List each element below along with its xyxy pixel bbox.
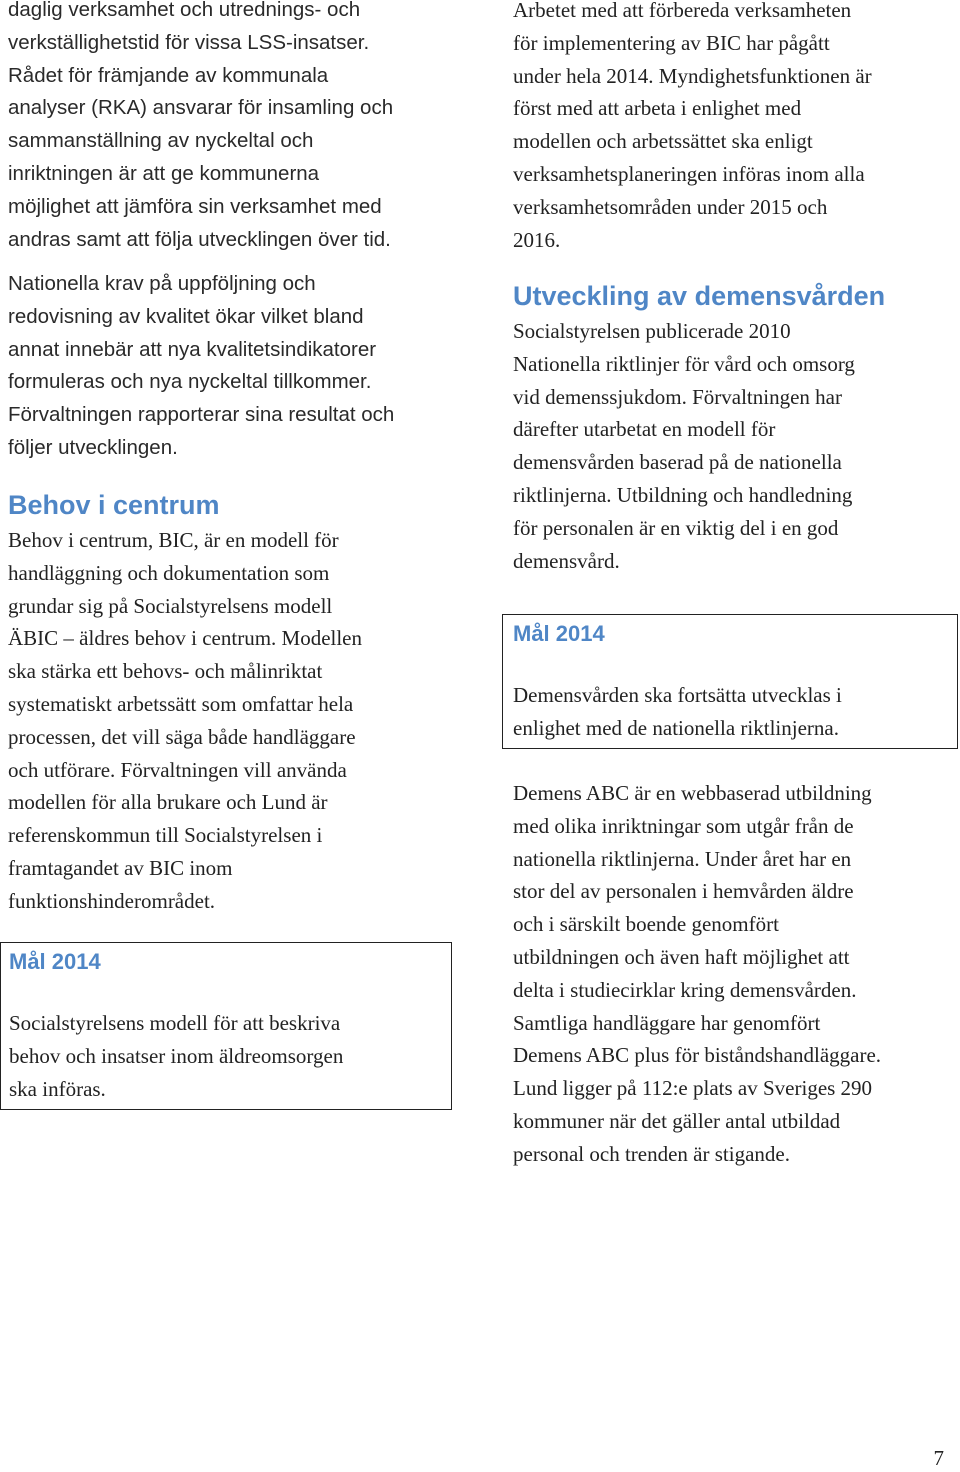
goal-box-heading: Mål 2014 (513, 621, 605, 646)
text-line: 2016. (513, 227, 561, 252)
text-line: och i särskilt boende genomfört (513, 912, 779, 937)
text-line: stor del av personalen i hemvården äldre (513, 879, 854, 904)
text-line: processen, det vill säga både handläggare (8, 724, 356, 749)
text-line: kommuner när det gäller antal utbildad (513, 1108, 841, 1133)
text-line: Arbetet med att förbereda verksamheten (513, 0, 852, 22)
text-line: demensvård. (513, 548, 620, 573)
text-line: följer utvecklingen. (8, 435, 178, 459)
section-heading-dementia-care: Utveckling av demensvården (513, 281, 886, 311)
national-requirements-paragraph (8, 268, 394, 465)
text-line: Samtliga handläggare har genomfört (513, 1010, 821, 1035)
text-line: Rådet för främjande av kommunala (8, 63, 329, 87)
text-line: riktlinjerna. Utbildning och handledning (513, 482, 853, 507)
text-line: framtagandet av BIC inom (8, 855, 233, 880)
text-line: grundar sig på Socialstyrelsens modell (8, 593, 333, 618)
demens-abc-paragraph (513, 777, 881, 1171)
text-line: modellen för alla brukare och Lund är (8, 790, 328, 815)
text-line: nationella riktlinjerna. Under året har en (513, 846, 852, 871)
text-line: sammanställning av nyckeltal och (8, 129, 314, 153)
goal-box-text (9, 1007, 343, 1105)
text-line: först med att arbeta i enlighet med (513, 96, 802, 121)
text-line: Nationella riktlinjer för vård och omsorg (513, 351, 855, 376)
section-heading-behov-i-centrum: Behov i centrum (8, 490, 220, 520)
text-line: och utförare. Förvaltningen vill använda (8, 757, 347, 782)
text-line: inriktningen är att ge kommunerna (8, 161, 320, 185)
text-line: ÄBIC – äldres behov i centrum. Modellen (8, 626, 363, 651)
text-line: daglig verksamhet och utrednings- och (8, 0, 361, 21)
text-line: personal och trenden är stigande. (513, 1141, 790, 1166)
text-line: för implementering av BIC har pågått (513, 30, 830, 55)
text-line: ska stärka ett behovs- och målinriktat (8, 659, 323, 684)
text-line: vid demenssjukdom. Förvaltningen har (513, 384, 842, 409)
text-line: utbildningen och även haft möjlighet att (513, 944, 850, 969)
text-line: Demensvården ska fortsätta utvecklas i (513, 683, 842, 707)
goal-box-dementia (502, 614, 958, 749)
goal-box-heading: Mål 2014 (9, 949, 101, 974)
text-line: Nationella krav på uppföljning och (8, 272, 316, 295)
text-line: modellen och arbetssättet ska enligt (513, 129, 813, 154)
text-line: delta i studiecirklar kring demensvården. (513, 977, 857, 1002)
text-line: Demens ABC plus för biståndshandläggare. (513, 1043, 882, 1068)
text-line: verksamhetsplaneringen införas inom alla (513, 161, 865, 186)
text-line: formuleras och nya nyckeltal tillkommer. (8, 370, 372, 394)
goal-box-bic (0, 942, 452, 1110)
page-number: 7 (933, 1446, 944, 1470)
dementia-paragraph (513, 315, 855, 577)
text-line: handläggning och dokumentation som (8, 560, 330, 585)
text-line: verkställighetstid för vissa LSS-insatser. (8, 30, 370, 54)
text-line: för personalen är en viktig del i en god (513, 515, 839, 540)
text-line: annat innebär att nya kvalitetsindikatorer (8, 337, 377, 361)
text-line: Lund ligger på 112:e plats av Sveriges 290 (513, 1076, 873, 1101)
text-line: möjlighet att jämföra sin verksamhet med (8, 194, 382, 218)
text-line: demensvården baserad på de nationella (513, 450, 842, 475)
text-line: andras samt att följa utvecklingen över tid. (8, 227, 391, 251)
text-line: funktionshinderområdet. (8, 888, 216, 913)
bic-implementation-paragraph (513, 0, 872, 256)
text-line: därefter utarbetat en modell för (513, 417, 776, 442)
text-line: referenskommun till Socialstyrelsen i (8, 823, 323, 848)
text-line: med olika inriktningar som utgår från de (513, 813, 854, 838)
text-line: ska införas. (9, 1076, 106, 1101)
text-line: Socialstyrelsen publicerade 2010 (513, 319, 791, 343)
text-line: enlighet med de nationella riktlinjerna. (513, 715, 839, 740)
text-line: verksamhetsområden under 2015 och (513, 194, 828, 219)
bic-paragraph (8, 524, 362, 918)
goal-box-text (513, 679, 842, 745)
text-line: under hela 2014. Myndighetsfunktionen är (513, 63, 872, 88)
text-line: analyser (RKA) ansvarar för insamling och (8, 96, 394, 120)
text-line: Socialstyrelsens modell för att beskriva (9, 1011, 341, 1035)
text-line: behov och insatser inom äldreomsorgen (9, 1043, 344, 1068)
text-line: systematiskt arbetssätt som omfattar hela (8, 691, 354, 716)
text-line: Demens ABC är en webbaserad utbildning (513, 781, 872, 805)
intro-paragraph (8, 0, 393, 256)
text-line: Behov i centrum, BIC, är en modell för (8, 528, 339, 552)
text-line: Förvaltningen rapporterar sina resultat och (8, 403, 395, 427)
text-line: redovisning av kvalitet ökar vilket bland (8, 304, 364, 328)
